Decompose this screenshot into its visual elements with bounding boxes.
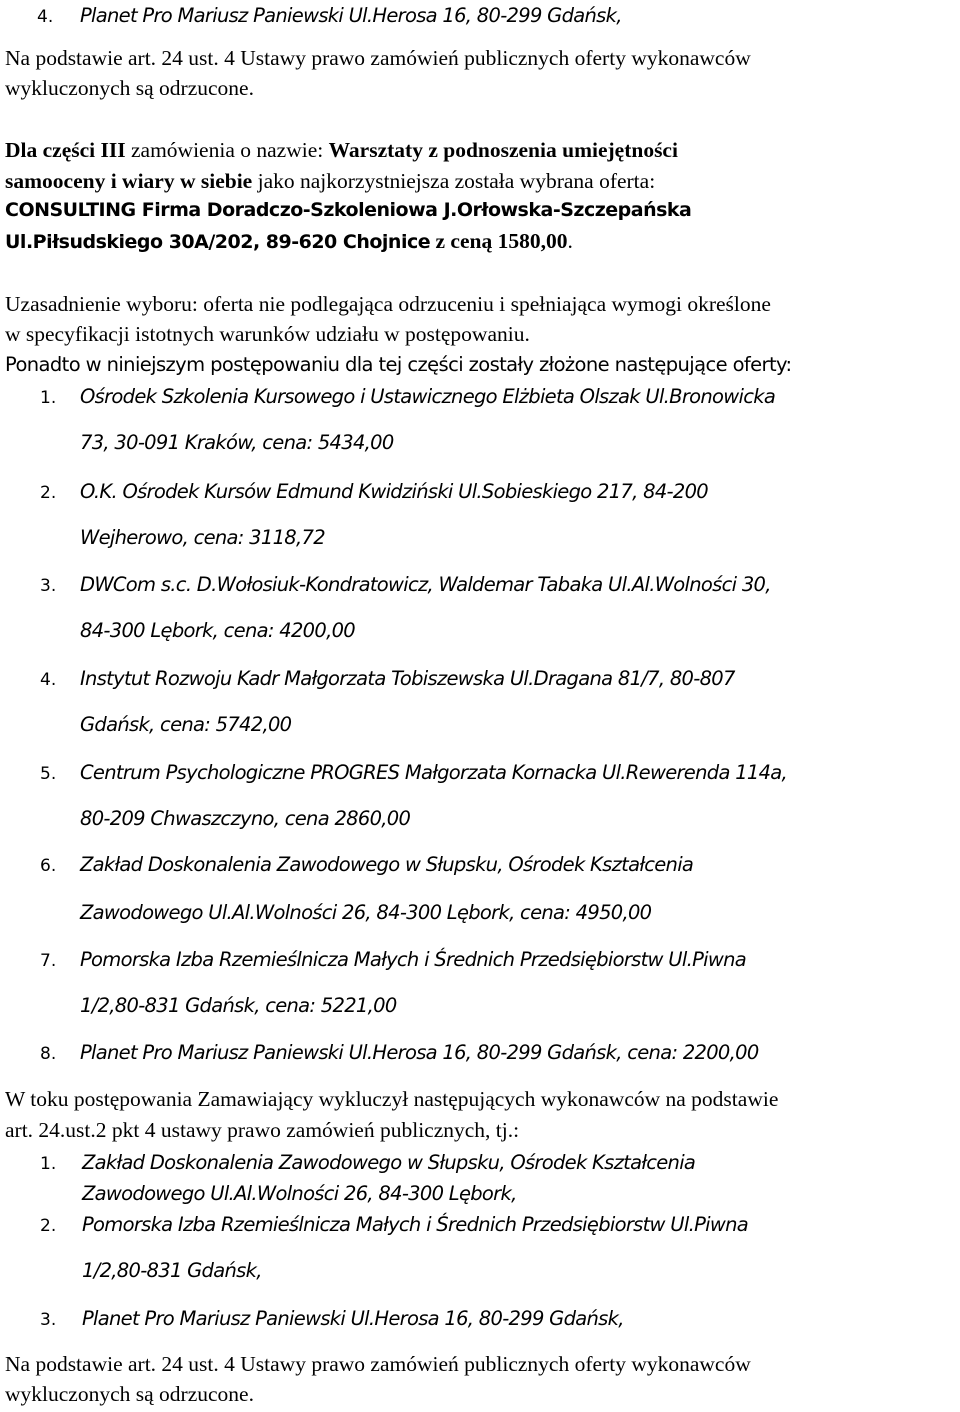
list-item-line: Wejherowo, cena: 3118,72 [80, 526, 325, 549]
list-number: 6. [40, 856, 57, 876]
list-number: 3. [40, 1310, 57, 1330]
list-item-line: Zawodowego Ul.Al.Wolności 26, 84-300 Lębork, [82, 1182, 517, 1205]
paragraph-line: Ponadto w niniejszym postępowaniu dla tej części zostały złożone następujące oferty: [5, 353, 792, 376]
winning-offer-address [5, 229, 573, 254]
address-span: Ul.Piłsudskiego 30A/202, 89-620 Chojnice [5, 231, 431, 253]
list-number: 3. [40, 576, 57, 596]
text-span: . [567, 229, 573, 253]
course-title-continued: samooceny i wiary w siebie [5, 169, 253, 193]
list-item-line: 1/2,80-831 Gdańsk, cena: 5221,00 [80, 994, 397, 1017]
list-item-line: Zakład Doskonalenia Zawodowego w Słupsku, Ośrodek Kształcenia [82, 1151, 696, 1174]
list-item-line: Centrum Psychologiczne PROGRES Małgorzata Kornacka Ul.Rewerenda 114a, [80, 761, 788, 784]
paragraph-line: wykluczonych są odrzucone. [5, 1382, 254, 1406]
part3-line-2 [5, 169, 655, 194]
list-item-line: O.K. Ośrodek Kursów Edmund Kwidziński Ul.Sobieskiego 217, 84-200 [80, 480, 708, 503]
list-item-text: Planet Pro Mariusz Paniewski Ul.Herosa 16, 80-299 Gdańsk, [80, 4, 622, 27]
list-item-line: Instytut Rozwoju Kadr Małgorzata Tobiszewska Ul.Dragana 81/7, 80-807 [80, 667, 735, 690]
list-item-line: 73, 30-091 Kraków, cena: 5434,00 [80, 431, 394, 454]
list-item-line: 80-209 Chwaszczyno, cena 2860,00 [80, 807, 411, 830]
paragraph-line: art. 24.ust.2 pkt 4 ustawy prawo zamówień publicznych, tj.: [5, 1118, 520, 1142]
list-item-line: DWCom s.c. D.Wołosiuk-Kondratowicz, Waldemar Tabaka Ul.Al.Wolności 30, [80, 573, 771, 596]
list-item-line: Planet Pro Mariusz Paniewski Ul.Herosa 16, 80-299 Gdańsk, [82, 1307, 624, 1330]
paragraph-line: w specyfikacji istotnych warunków udziału w postępowaniu. [5, 322, 530, 346]
winning-offer-name: CONSULTING Firma Doradczo-Szkoleniowa J.Orłowska-Szczepańska [5, 199, 692, 221]
price-span: z ceną 1580,00 [430, 229, 568, 253]
list-number: 5. [40, 764, 57, 784]
list-number: 1. [40, 388, 57, 408]
list-item-line: Gdańsk, cena: 5742,00 [80, 713, 292, 736]
list-number: 2. [40, 483, 57, 503]
part3-heading-line [5, 138, 678, 163]
list-item-line: Zakład Doskonalenia Zawodowego w Słupsku, Ośrodek Kształcenia [80, 853, 694, 876]
list-item-line: Ośrodek Szkolenia Kursowego i Ustawicznego Elżbieta Olszak Ul.Bronowicka [80, 385, 776, 408]
list-item-line: Pomorska Izba Rzemieślnicza Małych i Średnich Przedsiębiorstw Ul.Piwna [80, 948, 747, 971]
list-number: 1. [40, 1154, 57, 1174]
list-number: 4. [40, 670, 57, 690]
list-item-line: 1/2,80-831 Gdańsk, [82, 1259, 262, 1282]
paragraph-line: wykluczonych są odrzucone. [5, 76, 254, 100]
paragraph-line: W toku postępowania Zamawiający wykluczył następujących wykonawców na podstawie [5, 1087, 779, 1111]
paragraph-line: Na podstawie art. 24 ust. 4 Ustawy prawo zamówień publicznych oferty wykonawców [5, 46, 751, 70]
list-item-line: Pomorska Izba Rzemieślnicza Małych i Średnich Przedsiębiorstw Ul.Piwna [82, 1213, 749, 1236]
paragraph-line: Na podstawie art. 24 ust. 4 Ustawy prawo zamówień publicznych oferty wykonawców [5, 1352, 751, 1376]
list-item-line: Zawodowego Ul.Al.Wolności 26, 84-300 Lębork, cena: 4950,00 [80, 901, 652, 924]
list-number: 4. [37, 7, 54, 27]
part-label: Dla części III [5, 138, 126, 162]
list-number: 7. [40, 951, 57, 971]
list-item-line: 84-300 Lębork, cena: 4200,00 [80, 619, 355, 642]
list-number: 8. [40, 1044, 57, 1064]
list-number: 2. [40, 1216, 57, 1236]
paragraph-line: Uzasadnienie wyboru: oferta nie podlegająca odrzuceniu i spełniająca wymogi określone [5, 292, 771, 316]
course-title: Warsztaty z podnoszenia umiejętności [328, 138, 678, 162]
text-span: zamówienia o nazwie: [125, 138, 329, 162]
text-span: jako najkorzystniejsza została wybrana oferta: [252, 169, 656, 193]
list-item-line: Planet Pro Mariusz Paniewski Ul.Herosa 16, 80-299 Gdańsk, cena: 2200,00 [80, 1041, 759, 1064]
